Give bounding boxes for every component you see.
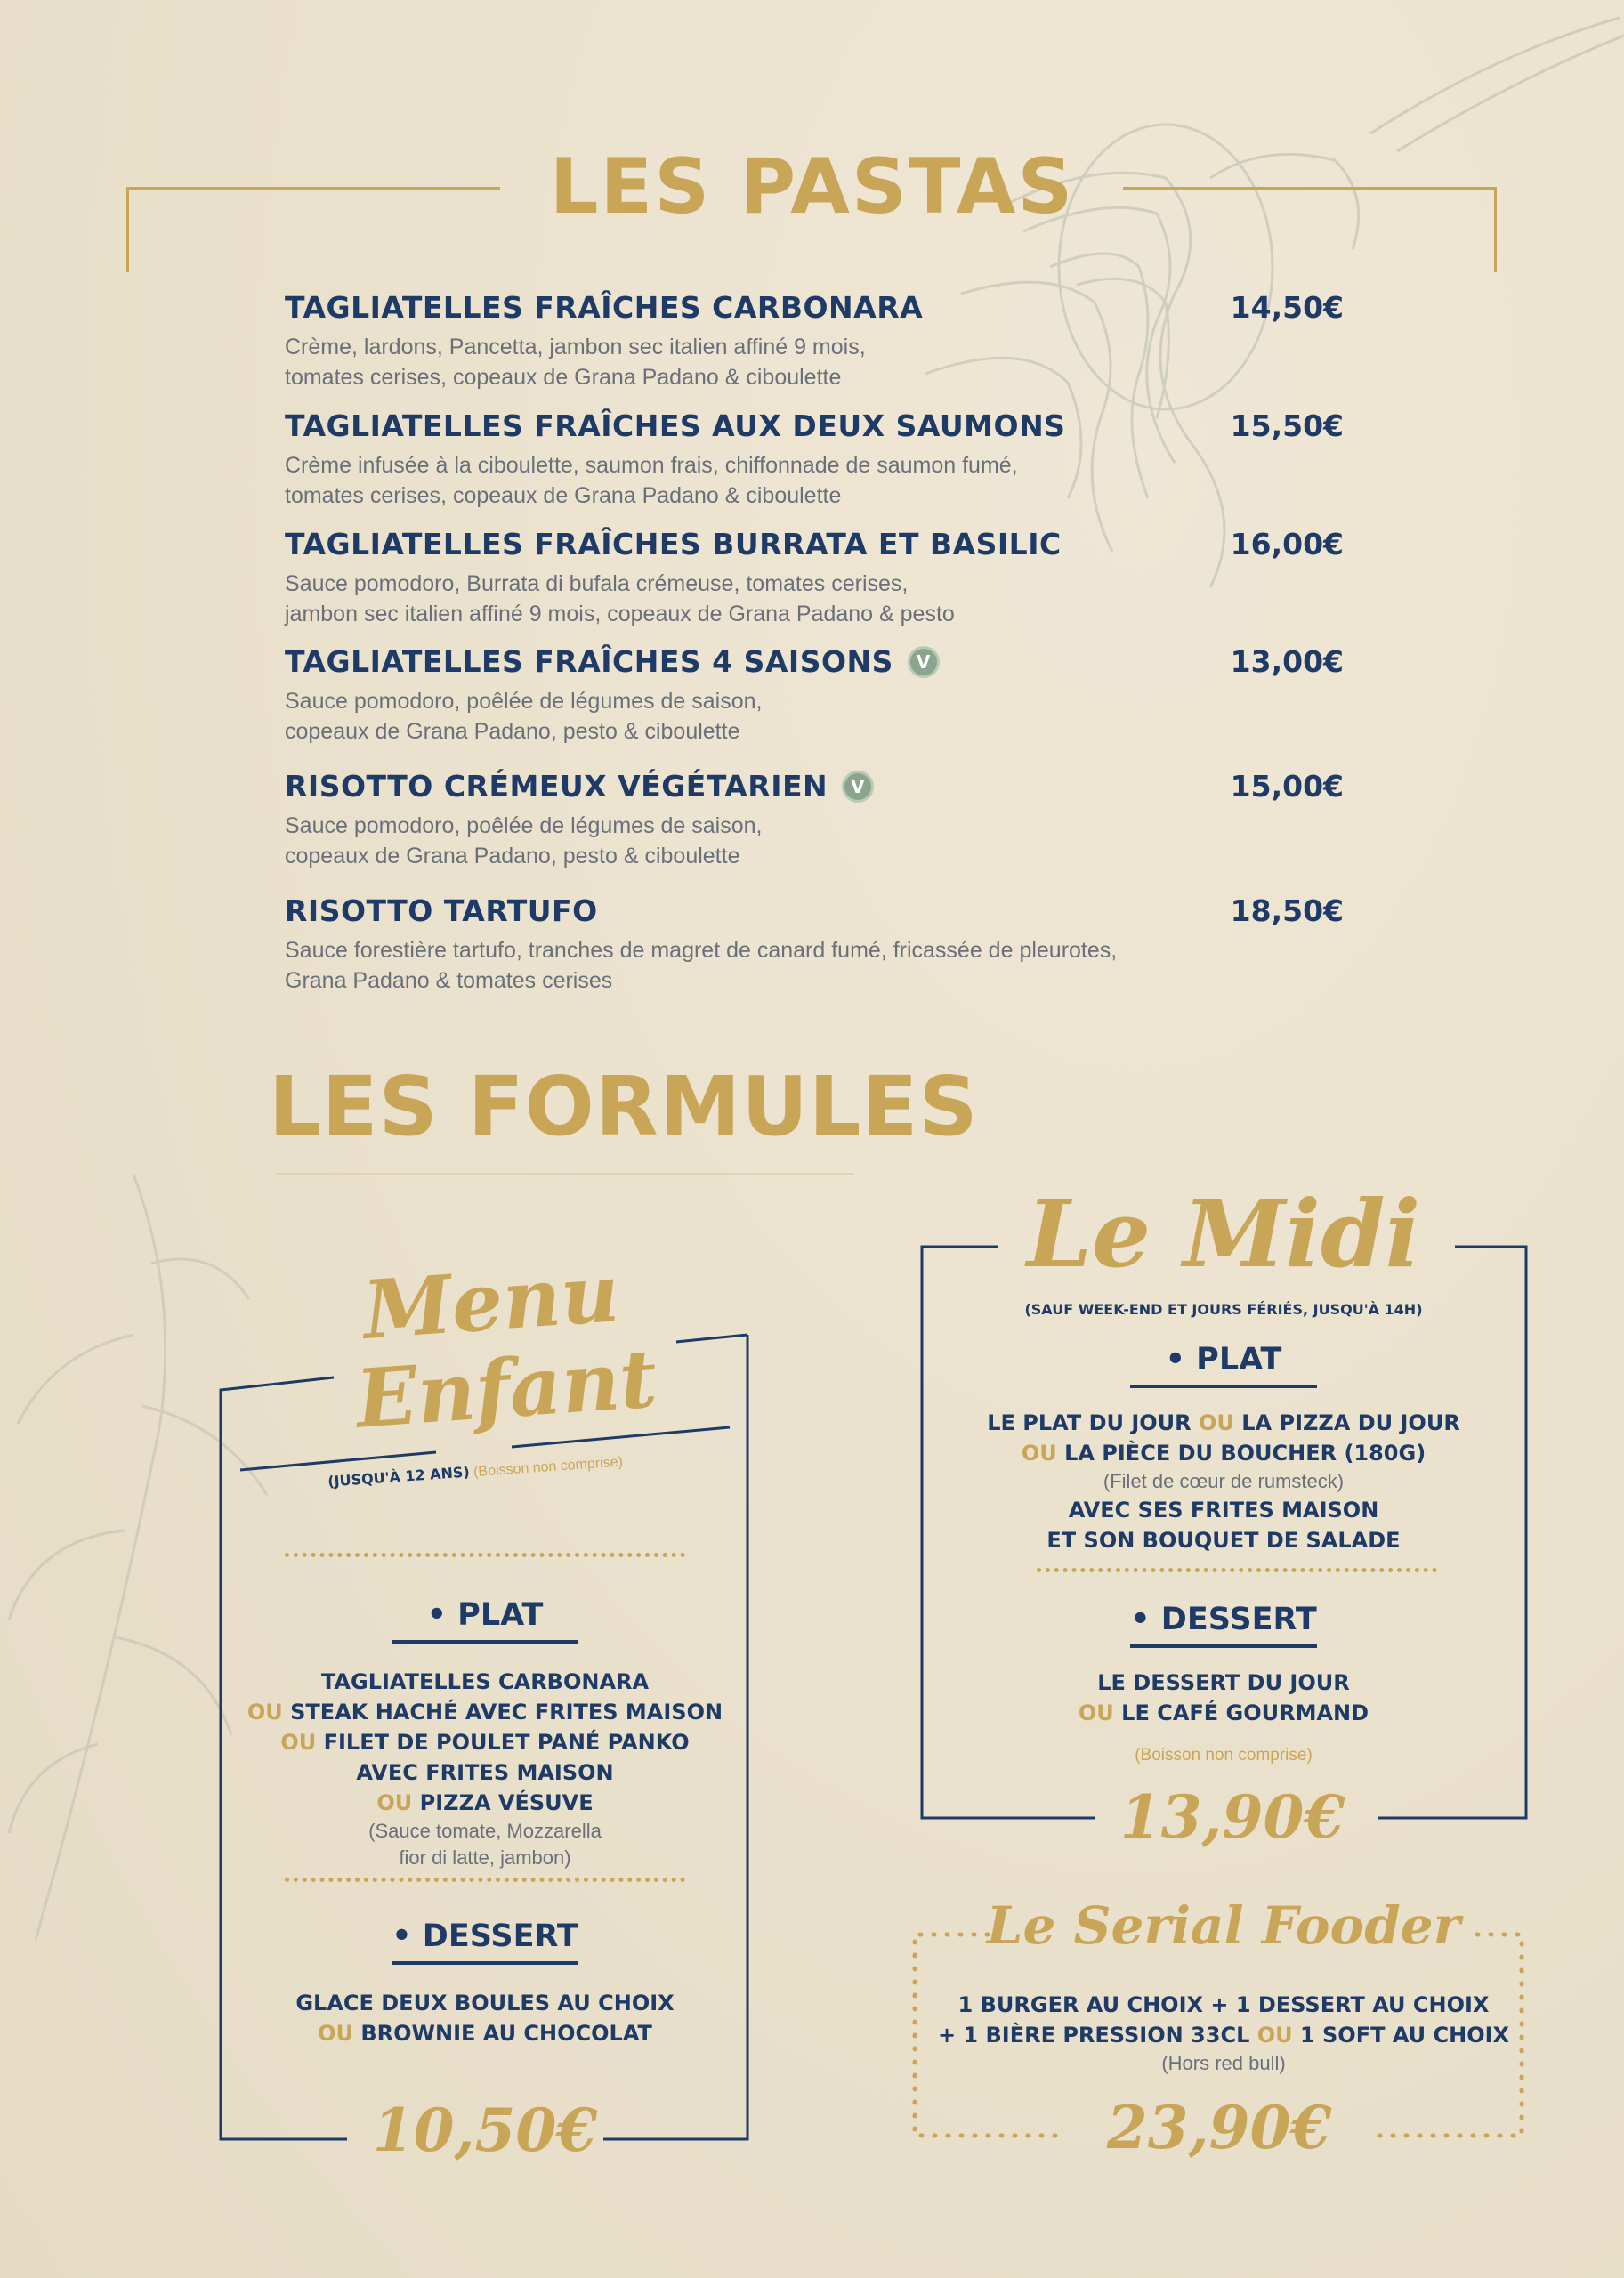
- midi-plat-note: (Filet de cœur de rumsteck): [1103, 1470, 1345, 1492]
- dish-desc-line: tomates cerises, copeaux de Grana Padano & ciboulette: [285, 483, 842, 508]
- dish-desc-line: copeaux de Grana Padano, pesto & ciboulette: [285, 844, 740, 868]
- enfant-dessert-line: GLACE DEUX BOULES AU CHOIX: [295, 1991, 675, 2015]
- midi-dessert-line: LE DESSERT DU JOUR: [1097, 1670, 1350, 1695]
- serial-fooder-content: [908, 1990, 1539, 2077]
- dish-price: 16,00€: [1230, 527, 1344, 561]
- vegetarian-badge-icon: V: [842, 771, 874, 803]
- midi-dessert-section: [917, 1602, 1531, 1765]
- dish-desc-line: Sauce pomodoro, Burrata di bufala crémeuse, tomates cerises,: [285, 571, 909, 596]
- dish-desc-line: tomates cerises, copeaux de Grana Padano & ciboulette: [285, 365, 842, 390]
- dish-deux-saumons: [285, 408, 1344, 511]
- dish-desc-line: Crème infusée à la ciboulette, saumon frais, chiffonnade de saumon fumé,: [285, 453, 1018, 478]
- pastas-frame-left: [126, 187, 129, 272]
- enfant-plat-note: (Sauce tomate, Mozzarella: [368, 1820, 602, 1842]
- dish-risotto-tartufo: [285, 893, 1344, 996]
- le-midi-price: 13,90€: [1119, 1782, 1345, 1852]
- midi-dotted-divider: [1037, 1568, 1437, 1572]
- dish-desc-line: Sauce pomodoro, poêlée de légumes de saison,: [285, 813, 763, 838]
- dish-name-row: [285, 769, 1344, 804]
- dish-desc-line: Crème, lardons, Pancetta, jambon sec italien affiné 9 mois,: [285, 335, 866, 359]
- dish-price: 15,50€: [1230, 408, 1344, 443]
- enfant-plat-line: [222, 1727, 747, 1757]
- menu-enfant-title-line2: Enfant: [352, 1331, 660, 1447]
- dish-4-saisons: [285, 644, 1344, 747]
- dish-description: [285, 811, 1344, 871]
- enfant-dessert-heading: • DESSERT: [392, 1919, 578, 1954]
- midi-dessert-line: [917, 1698, 1531, 1728]
- drink-not-included: (Boisson non comprise): [473, 1454, 624, 1481]
- dish-description: [285, 332, 1344, 392]
- serial-fooder-title: Le Serial Fooder: [986, 1895, 1461, 1956]
- dish-name: TAGLIATELLES FRAÎCHES 4 SAISONS: [285, 644, 893, 679]
- ou-word: OU: [1078, 1700, 1114, 1725]
- menu-enfant-price: 10,50€: [372, 2096, 598, 2165]
- enfant-dessert-text: BROWNIE AU CHOCOLAT: [360, 2021, 652, 2046]
- dish-name: RISOTTO TARTUFO: [285, 893, 598, 928]
- dish-price: 15,00€: [1230, 769, 1344, 804]
- enfant-dessert-line: [222, 2018, 747, 2048]
- midi-drink-note: (Boisson non comprise): [1135, 1746, 1313, 1765]
- dish-carbonara: [285, 290, 1344, 392]
- midi-plat-line: ET SON BOUQUET DE SALADE: [1046, 1528, 1401, 1553]
- serial-text: 1 SOFT AU CHOIX: [1299, 2023, 1510, 2048]
- dish-name: RISOTTO CRÉMEUX VÉGÉTARIEN: [285, 769, 828, 804]
- dish-description: [285, 450, 1344, 511]
- midi-plat-text: LE PLAT DU JOUR: [987, 1410, 1192, 1435]
- enfant-plat-text: FILET DE POULET PANÉ PANKO: [323, 1730, 690, 1755]
- ou-word: OU: [376, 1790, 413, 1815]
- midi-plat-line: AVEC SES FRITES MAISON: [1068, 1498, 1379, 1523]
- enfant-plat-line: [222, 1697, 747, 1727]
- serial-note: (Hors red bull): [1161, 2052, 1286, 2074]
- midi-plat-line: [917, 1438, 1531, 1468]
- dish-price: 14,50€: [1230, 290, 1344, 325]
- enfant-plat-text: PIZZA VÉSUVE: [419, 1790, 594, 1815]
- menu-enfant-title-line1: Menu: [360, 1246, 623, 1358]
- dish-name: TAGLIATELLES FRAÎCHES AUX DEUX SAUMONS: [285, 408, 1066, 443]
- serial-text: + 1 BIÈRE PRESSION 33CL: [937, 2023, 1250, 2048]
- formules-title: LES FORMULES: [269, 1059, 979, 1154]
- pastas-frame-top-right: [1123, 187, 1497, 190]
- ou-word: OU: [280, 1730, 317, 1755]
- ou-word: OU: [246, 1700, 283, 1725]
- enfant-plat-heading: • PLAT: [426, 1597, 544, 1633]
- enfant-plat-line: AVEC FRITES MAISON: [356, 1760, 614, 1785]
- ou-word: OU: [1199, 1410, 1234, 1435]
- dish-desc-line: Grana Padano & tomates cerises: [285, 968, 613, 993]
- formules-divider: [276, 1173, 854, 1175]
- midi-plat-heading: • PLAT: [1165, 1342, 1282, 1377]
- midi-plat-text: LA PIÈCE DU BOUCHER (180G): [1064, 1441, 1426, 1466]
- dish-name-row: [285, 644, 1344, 679]
- le-midi-conditions: (SAUF WEEK-END ET JOURS FÉRIÉS, JUSQU'À 14H): [1024, 1301, 1423, 1318]
- enfant-dotted-divider-2: [285, 1878, 685, 1882]
- midi-plat-line: [917, 1408, 1531, 1438]
- pastas-title: LES PASTAS: [549, 142, 1075, 231]
- enfant-plat-line: TAGLIATELLES CARBONARA: [320, 1669, 650, 1694]
- vegetarian-badge-icon: V: [908, 646, 940, 678]
- dish-desc-line: Sauce forestière tartufo, tranches de magret de canard fumé, fricassée de pleurotes,: [285, 938, 1118, 963]
- ou-word: OU: [1021, 1441, 1057, 1466]
- ou-word: OU: [318, 2021, 353, 2046]
- pastas-frame-right: [1494, 187, 1497, 272]
- enfant-plat-line: [222, 1788, 747, 1818]
- dish-description: [285, 935, 1344, 996]
- serial-line: [908, 2020, 1539, 2050]
- dish-desc-line: Sauce pomodoro, poêlée de légumes de saison,: [285, 689, 763, 714]
- dish-burrata-basilic: [285, 527, 1344, 629]
- midi-dessert-heading: • DESSERT: [1130, 1602, 1317, 1637]
- dish-price: 13,00€: [1230, 644, 1344, 679]
- dish-desc-line: jambon sec italien affiné 9 mois, copeaux de Grana Padano & pesto: [285, 602, 955, 626]
- enfant-plat-note: fior di latte, jambon): [399, 1846, 571, 1869]
- midi-plat-text: LA PIZZA DU JOUR: [1241, 1410, 1460, 1435]
- ou-word: OU: [1256, 2023, 1293, 2048]
- serial-fooder-price: 23,90€: [1106, 2093, 1332, 2162]
- pastas-frame-top-left: [126, 187, 500, 190]
- dish-price: 18,50€: [1230, 893, 1344, 928]
- dish-description: [285, 569, 1344, 629]
- dish-name: TAGLIATELLES FRAÎCHES CARBONARA: [285, 290, 924, 325]
- dish-description: [285, 686, 1344, 747]
- serial-line: 1 BURGER AU CHOIX + 1 DESSERT AU CHOIX: [957, 1992, 1490, 2017]
- dish-desc-line: copeaux de Grana Padano, pesto & ciboulette: [285, 719, 740, 744]
- dish-risotto-vegetarien: [285, 769, 1344, 871]
- midi-plat-section: [917, 1342, 1531, 1555]
- dish-name: TAGLIATELLES FRAÎCHES BURRATA ET BASILIC: [285, 527, 1062, 561]
- midi-dessert-text: LE CAFÉ GOURMAND: [1121, 1700, 1369, 1725]
- enfant-dessert-section: [222, 1919, 747, 2048]
- le-midi-title: Le Midi: [1026, 1179, 1421, 1288]
- age-limit: (JUSQU'À 12 ANS): [327, 1463, 471, 1490]
- enfant-dotted-divider-1: [285, 1553, 685, 1557]
- enfant-plat-section: [222, 1597, 747, 1871]
- enfant-plat-text: STEAK HACHÉ AVEC FRITES MAISON: [290, 1700, 723, 1725]
